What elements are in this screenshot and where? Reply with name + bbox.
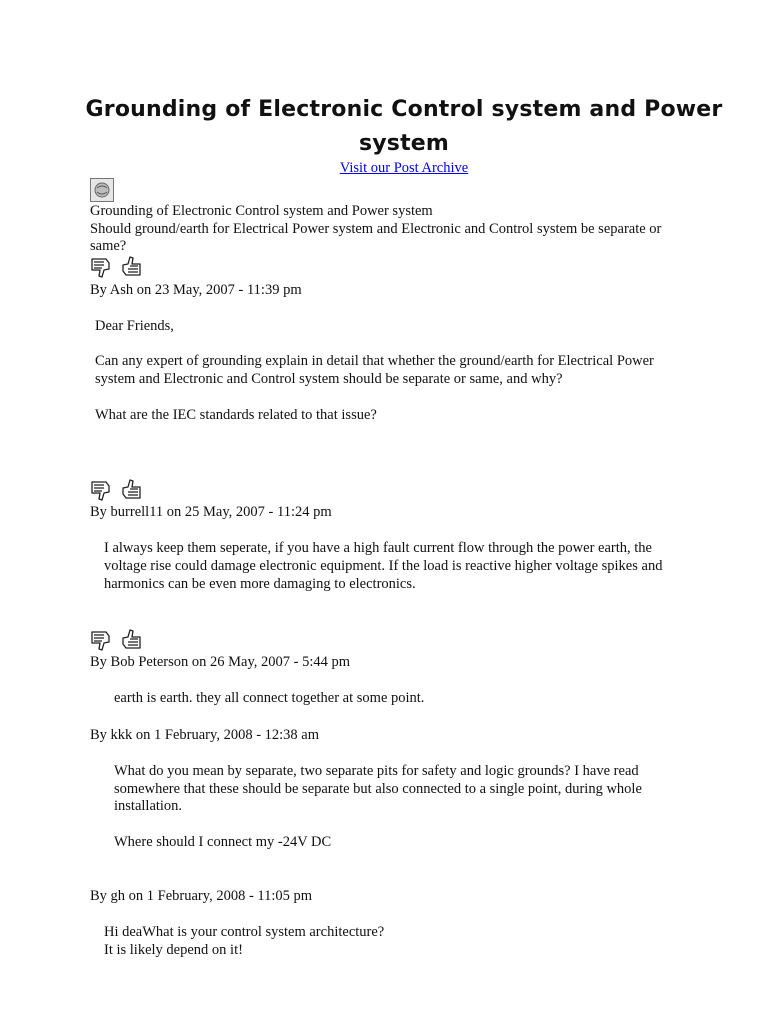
thumbs-down-up-icon[interactable] (90, 628, 142, 652)
post-byline: By gh on 1 February, 2008 - 11:05 pm (90, 888, 313, 904)
post-paragraph: Dear Friends, (95, 318, 174, 334)
page-title: Grounding of Electronic Control system and Power system (85, 97, 723, 156)
thumbs-down-up-icon[interactable] (90, 478, 142, 502)
post-paragraph: system and Electronic and Control system should be separate or same, and why? (95, 371, 563, 387)
post-paragraph: installation. (114, 798, 183, 814)
question-text-line1: Should ground/earth for Electrical Power system and Electronic and Control system be separate or (90, 221, 662, 237)
post-paragraph: What do you mean by separate, two separate pits for safety and logic grounds? I have read (114, 763, 639, 779)
post-paragraph: Where should I connect my -24V DC (114, 834, 332, 850)
post-paragraph: I always keep them seperate, if you have a high fault current flow through the power earth, the (104, 540, 652, 556)
question-text-line2: same? (90, 238, 127, 254)
post-paragraph: somewhere that these should be separate but also connected to a single point, during whole (114, 781, 642, 797)
post-paragraph: earth is earth. they all connect together at some point. (114, 690, 425, 706)
thumbs-down-up-icon[interactable] (90, 255, 142, 279)
post-archive-link[interactable]: Visit our Post Archive (339, 160, 469, 176)
post-byline: By burrell11 on 25 May, 2007 - 11:24 pm (90, 504, 332, 520)
post-byline: By kkk on 1 February, 2008 - 12:38 am (90, 727, 320, 743)
post-byline: By Bob Peterson on 26 May, 2007 - 5:44 pm (90, 654, 351, 670)
post-byline: By Ash on 23 May, 2007 - 11:39 pm (90, 282, 302, 298)
post-icon (90, 178, 114, 202)
post-paragraph: voltage rise could damage electronic equipment. If the load is reactive higher voltage spikes and (104, 558, 663, 574)
post-paragraph: Can any expert of grounding explain in detail that whether the ground/earth for Electrical Power (95, 353, 654, 369)
question-heading: Grounding of Electronic Control system and Power system (90, 203, 433, 219)
post-paragraph: harmonics can be even more damaging to electronics. (104, 576, 416, 592)
post-paragraph: What are the IEC standards related to that issue? (95, 407, 377, 423)
post-paragraph: Hi deaWhat is your control system architecture? (104, 924, 385, 940)
post-paragraph: It is likely depend on it! (104, 942, 243, 958)
